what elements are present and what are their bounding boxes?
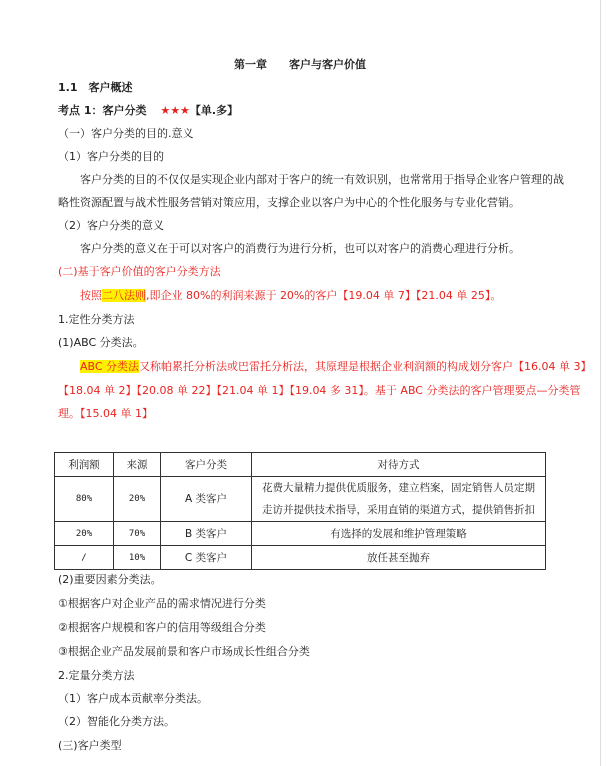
text-line (80, 359, 592, 375)
cell: 花费大量精力提供优质服务，建立档案，固定销售人员定期走访并提供技术指导，采用直销的渠道方式，提供销售折扣 (252, 477, 546, 522)
header-cell: 来源 (114, 453, 161, 477)
cell: 放任甚至抛弃 (252, 546, 546, 570)
text-line: 1.定性分类方法 (58, 313, 135, 326)
highlight-text: 二八法则 (102, 289, 146, 302)
text: 又称帕累托分析法或巴雷托分析法，其原理是根据企业利润额的构成划分客户【16.04 单 3】 (139, 360, 592, 373)
text-line (80, 288, 501, 304)
kaodian-tag: 【单.多】 (189, 104, 239, 117)
text-line: （2）客户分类的意义 (58, 219, 164, 232)
text-line: 客户分类的目的不仅仅是实现企业内部对于客户的统一有效识别，也常常用于指导企业客户管理的战 (80, 173, 564, 186)
kaodian-label: 考点 1：客户分类 (58, 104, 147, 117)
table-header-row (55, 453, 546, 477)
kaodian-heading (58, 103, 238, 119)
text-line: ①根据客户对企业产品的需求情况进行分类 (58, 597, 266, 610)
highlight-text: ABC 分类法 (80, 360, 140, 373)
text: ,即企业 80%的利润来源于 20%的客户【19.04 单 7】【21.04 单 25】。 (146, 289, 502, 302)
text-line: 客户分类的意义在于可以对客户的消费行为进行分析，也可以对客户的消费心理进行分析。 (80, 242, 520, 255)
text-line: (三)客户类型 (58, 739, 122, 752)
text-line: (1)ABC 分类法。 (58, 336, 144, 349)
table-row (55, 477, 546, 522)
text-line: 理。【15.04 单 1】 (58, 407, 153, 420)
text-line: ②根据客户规模和客户的信用等级组合分类 (58, 621, 266, 634)
text-line: ③根据企业产品发展前景和客户市场成长性组合分类 (58, 645, 310, 658)
text-line: (2)重要因素分类法。 (58, 573, 162, 586)
cell: C 类客户 (161, 546, 252, 570)
star-rating-icon: ★★★ (160, 104, 190, 117)
header-cell: 客户分类 (161, 453, 252, 477)
abc-table (54, 452, 546, 570)
cell: 10% (114, 546, 161, 570)
text-line: （一）客户分类的目的.意义 (58, 127, 194, 140)
section-heading: 1.1 客户概述 (58, 81, 133, 94)
text-line: (二)基于客户价值的客户分类方法 (58, 265, 221, 278)
cell: A 类客户 (161, 477, 252, 522)
cell: 80% (55, 477, 114, 522)
cell: B 类客户 (161, 522, 252, 546)
text: 按照 (80, 289, 102, 302)
cell: 20% (55, 522, 114, 546)
cell: 20% (114, 477, 161, 522)
text-line: （1）客户分类的目的 (58, 150, 164, 163)
cell: / (55, 546, 114, 570)
cell: 70% (114, 522, 161, 546)
text-line: 【18.04 单 2】【20.08 单 22】【21.04 单 1】【19.04 多 31】。基于 ABC 分类法的客户管理要点—分类管 (58, 384, 581, 397)
text-line: （1）客户成本贡献率分类法。 (58, 692, 208, 705)
header-cell: 利润额 (55, 453, 114, 477)
cell: 有选择的发展和维护管理策略 (252, 522, 546, 546)
text-line: 略性资源配置与战术性服务营销对策应用，支撑企业以客户为中心的个性化服务与专业化营销。 (58, 196, 520, 209)
table-row (55, 522, 546, 546)
table-row (55, 546, 546, 570)
chapter-title: 第一章 客户与客户价值 (234, 58, 366, 71)
header-cell: 对待方式 (252, 453, 546, 477)
text-line: 2.定量分类方法 (58, 669, 135, 682)
text-line: （2）智能化分类方法。 (58, 715, 175, 728)
